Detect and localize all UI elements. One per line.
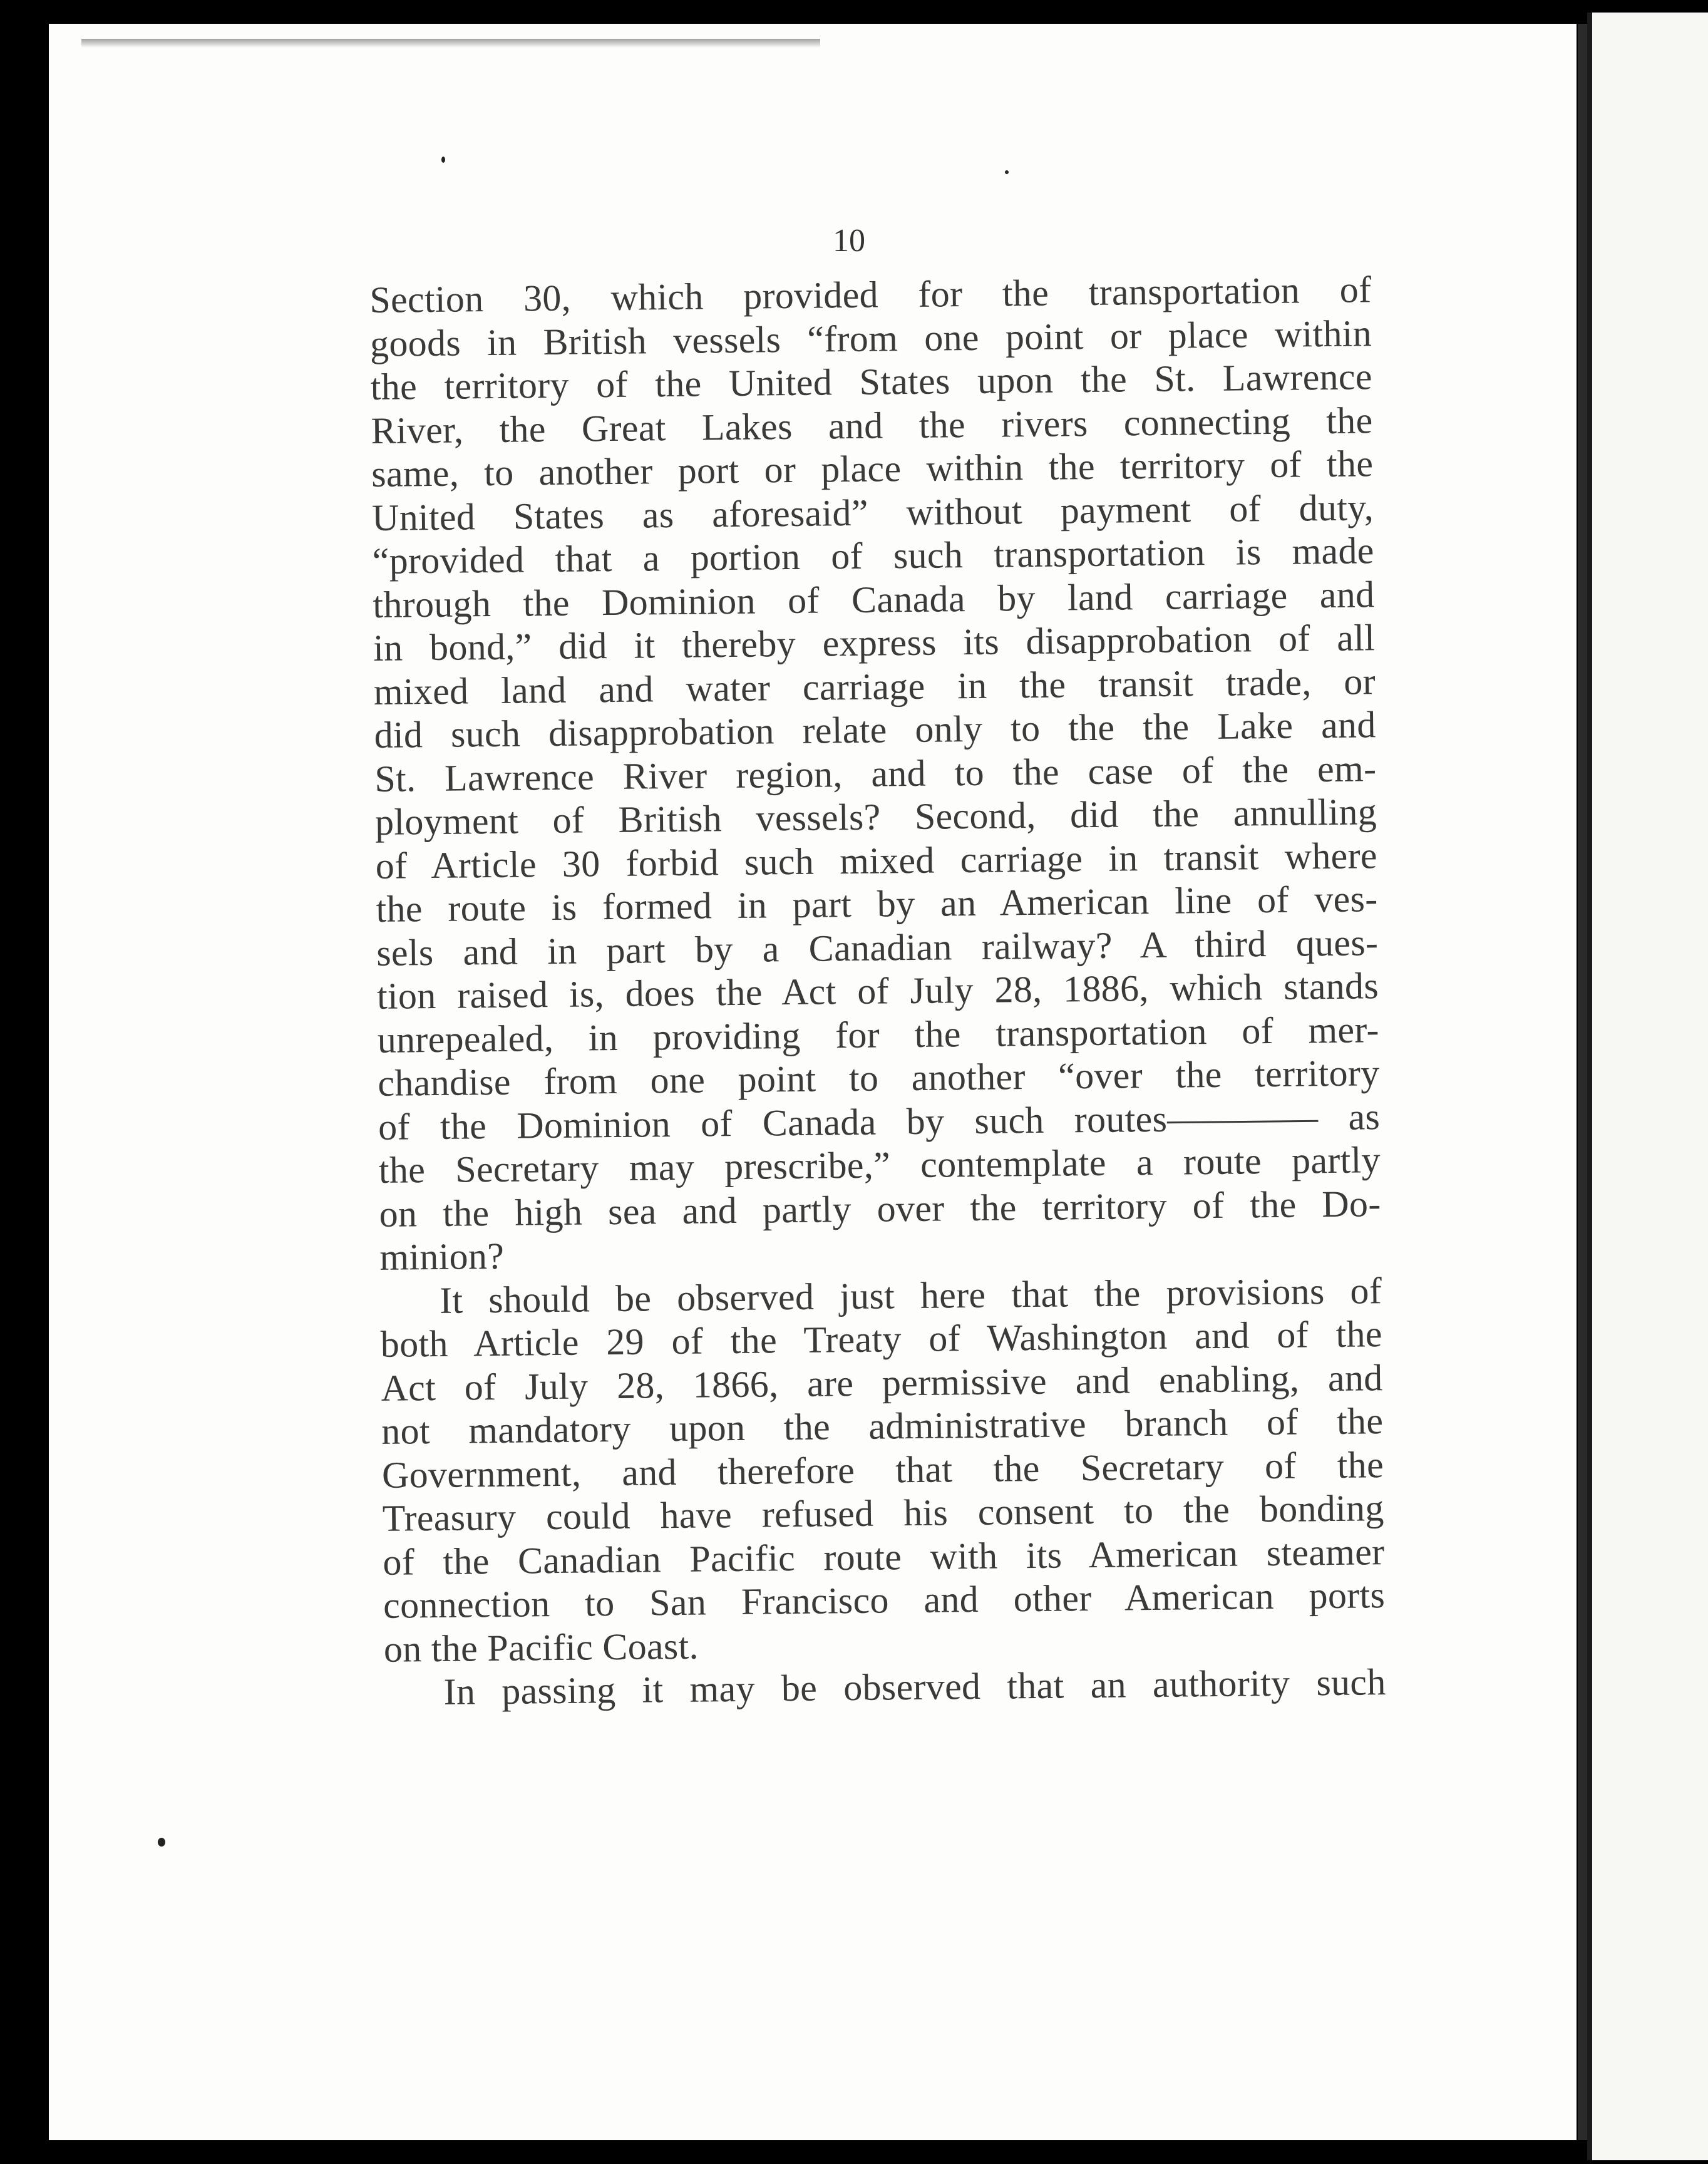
text-line: tion raised is, does the Act of July 28, 1886, which stands: [376, 965, 1379, 1017]
body-text: [369, 268, 1386, 1714]
text-line: of Article 30 forbid such mixed carriage in transit where: [375, 834, 1378, 887]
text-line: both Article 29 of the Treaty of Washington and of the: [380, 1313, 1383, 1365]
text-line: In passing it may be observed that an authority such: [443, 1661, 1386, 1713]
text-line: on the Pacific Coast.: [383, 1625, 699, 1670]
text-line: Section 30, which provided for the transportation of: [369, 269, 1372, 321]
text-line: St. Lawrence River region, and to the case of the em-: [374, 747, 1377, 800]
text-line: minion?: [379, 1235, 505, 1278]
text-line: Treasury could have refused his consent to the bonding: [382, 1487, 1384, 1539]
text-line: goods in British vessels “from one point or place within: [369, 312, 1372, 364]
text-line: on the high sea and partly over the territory of the Do-: [379, 1182, 1381, 1235]
text-line: mixed land and water carriage in the transit trade, or: [373, 660, 1376, 713]
text-line: through the Dominion of Canada by land carriage and: [373, 573, 1375, 626]
text-line: “provided that a portion of such transportation is made: [372, 530, 1374, 582]
text-line: the route is formed in part by an American line of ves-: [376, 878, 1378, 930]
text-line: not mandatory upon the administrative branch of the: [381, 1400, 1384, 1452]
text-line: the territory of the United States upon the St. Lawrence: [370, 356, 1373, 408]
text-line: River, the Great Lakes and the rivers connecting the: [371, 399, 1373, 451]
page-number: 10: [833, 223, 865, 259]
text-line: It should be observed just here that the provisions of: [439, 1269, 1382, 1321]
text-line: in bond,” did it thereby express its disapprobation of all: [373, 617, 1376, 669]
text-line: chandise from one point to another “over the territory: [378, 1052, 1380, 1104]
page-top-edge: [81, 39, 820, 48]
adjacent-page-edge: [1587, 13, 1708, 2160]
text-line: of the Dominion of Canada by such routes———— as: [378, 1095, 1381, 1148]
text-line: Government, and therefore that the Secretary of the: [381, 1443, 1384, 1496]
text-line: unrepealed, in providing for the transportation of mer-: [377, 1008, 1379, 1061]
text-line: Act of July 28, 1866, are permissive and enabling, and: [381, 1356, 1383, 1409]
scan-speck: [441, 157, 445, 163]
scan-speck: [1005, 170, 1009, 174]
text-line: same, to another port or place within the territory of the: [371, 443, 1374, 495]
text-line: of the Canadian Pacific route with its American steamer: [383, 1530, 1385, 1583]
text-line: did such disapprobation relate only to the the Lake and: [374, 704, 1376, 756]
text-line: connection to San Francisco and other American ports: [383, 1574, 1386, 1626]
text-line: the Secretary may prescribe,” contemplate a route partly: [378, 1139, 1381, 1191]
text-line: United States as aforesaid” without payment of duty,: [371, 486, 1374, 538]
text-line: ployment of British vessels? Second, did the annulling: [374, 791, 1377, 843]
text-line: sels and in part by a Canadian railway? A third ques-: [376, 921, 1379, 974]
scan-speck: [158, 1838, 165, 1847]
